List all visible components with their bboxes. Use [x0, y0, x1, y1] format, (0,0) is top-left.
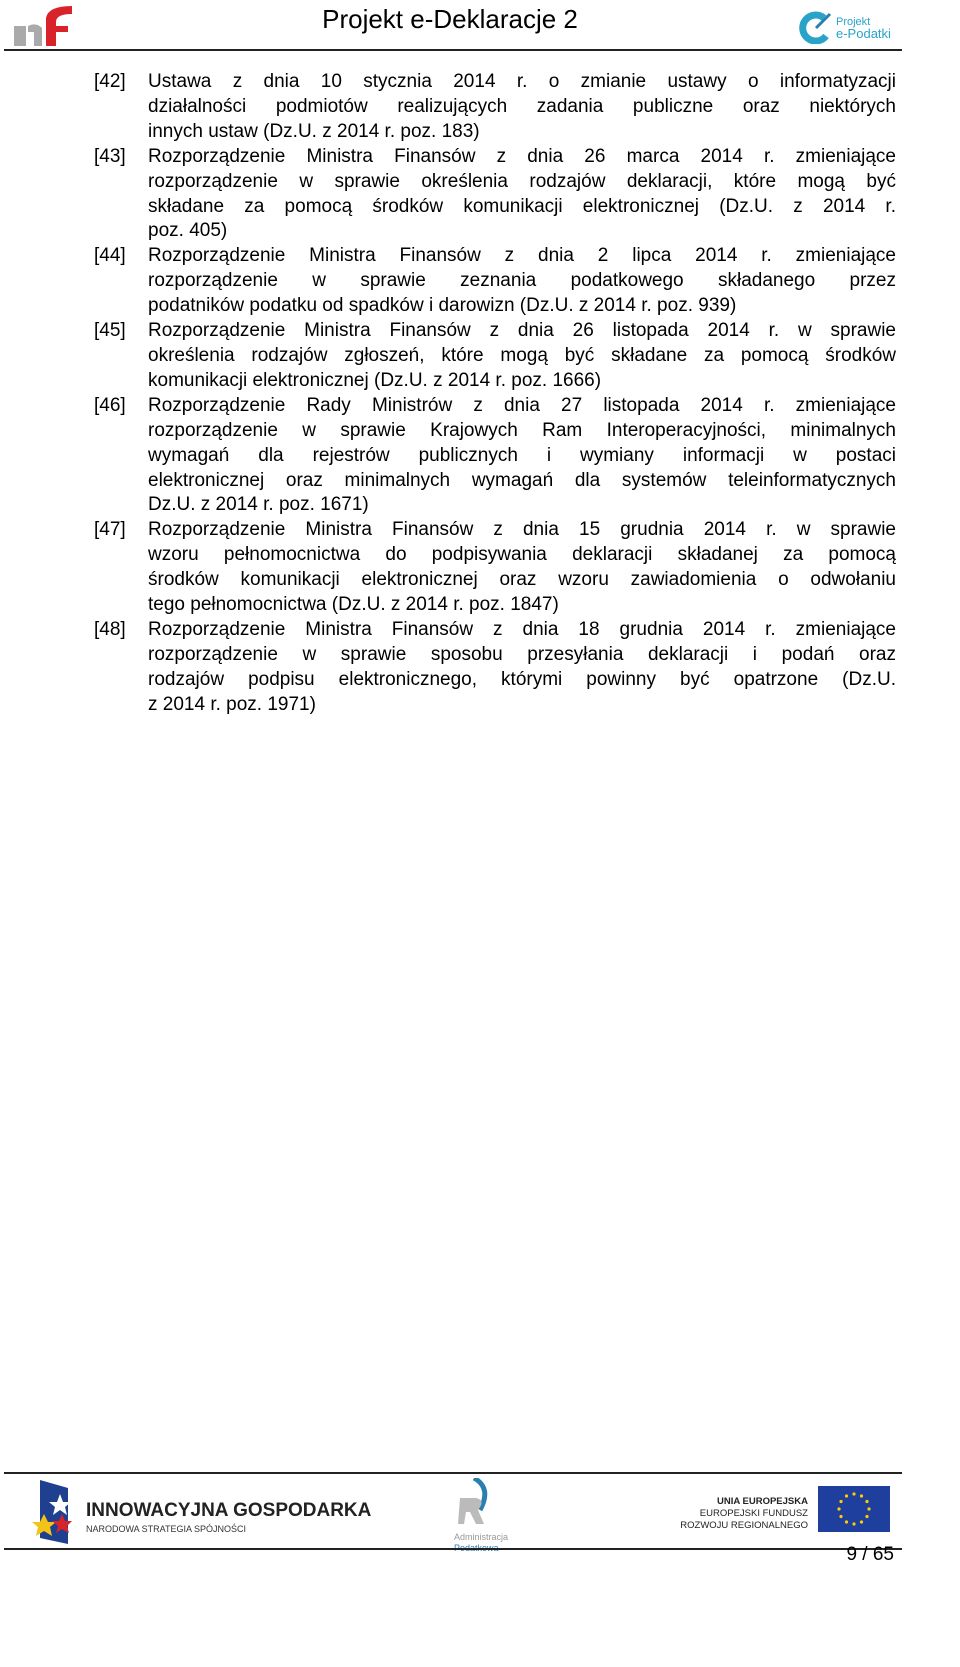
- eu-star-icon: [865, 1515, 868, 1518]
- reference-number: [48]: [94, 618, 126, 640]
- reference-text-line: składane za pomocą środków komunikacji elektronicznej (Dz.U. z 2014 r.: [148, 195, 896, 217]
- reference-text-line: rozporządzenie w sprawie Krajowych Ram Interoperacyjności, minimalnych: [148, 419, 896, 441]
- reference-number: [42]: [94, 71, 126, 92]
- reference-number: [46]: [94, 394, 126, 416]
- logo-text: Projekt: [836, 16, 871, 28]
- reference-text-line: działalności podmiotów realizujących zadania publiczne oraz niektórych: [148, 95, 896, 117]
- reference-item: [94, 518, 896, 618]
- reference-text-line: wymagań dla rejestrów publicznych i wymiany informacji w postaci: [148, 444, 896, 466]
- reference-number: [45]: [94, 320, 126, 342]
- eu-star-icon: [867, 1507, 870, 1510]
- reference-text-line: Rozporządzenie Ministra Finansów z dnia 26 marca 2014 r. zmieniające: [148, 145, 896, 167]
- eu-star-icon: [839, 1515, 842, 1518]
- header-divider: [4, 49, 902, 51]
- logo-text: NARODOWA STRATEGIA SPÓJNOŚCI: [86, 1524, 247, 1534]
- logo-text: INNOWACYJNA GOSPODARKA: [86, 1500, 372, 1521]
- reference-text-line: rozporządzenie w sprawie określenia rodzajów deklaracji, które mogą być: [148, 170, 896, 192]
- reference-text-line: podatników podatku od spadków i darowizn (Dz.U. z 2014 r. poz. 939): [148, 295, 737, 317]
- reference-text-line: Rozporządzenie Ministra Finansów z dnia 18 grudnia 2014 r. zmieniające: [148, 618, 896, 640]
- innowacyjna-gospodarka-logo: [30, 1478, 370, 1548]
- footer-divider: [4, 1472, 902, 1474]
- page-number: 9 / 65: [846, 1544, 894, 1565]
- reference-text-line: innych ustaw (Dz.U. z 2014 r. poz. 183): [148, 120, 480, 142]
- reference-item: [94, 70, 896, 145]
- reference-text-line: Rozporządzenie Ministra Finansów z dnia 26 listopada 2014 r. w sprawie: [148, 320, 896, 342]
- reference-number: [44]: [94, 245, 126, 267]
- reference-number: [43]: [94, 145, 126, 167]
- eu-flag-icon: [818, 1486, 890, 1532]
- eu-star-icon: [865, 1500, 868, 1503]
- reference-text-line: środków komunikacji elektronicznej oraz wzoru zawiadomienia o odwołaniu: [148, 569, 896, 591]
- eu-star-icon: [837, 1507, 840, 1510]
- eu-star-icon: [852, 1522, 855, 1525]
- reference-text-line: Rozporządzenie Rady Ministrów z dnia 27 listopada 2014 r. zmieniające: [148, 394, 896, 416]
- reference-text-line: elektronicznej oraz minimalnych wymagań dla systemów teleinformatycznych: [148, 469, 896, 491]
- reference-item: [94, 244, 896, 319]
- logo-text: Administracja: [454, 1532, 509, 1542]
- eu-star-icon: [852, 1492, 855, 1495]
- footer-divider: [4, 1548, 902, 1550]
- reference-text-line: rozporządzenie w sprawie zeznania podatkowego składanego przez: [148, 270, 896, 292]
- logo-text: e-Podatki: [836, 26, 891, 41]
- eu-star-icon: [845, 1494, 848, 1497]
- reference-number: [47]: [94, 519, 126, 541]
- eu-logo: [680, 1478, 890, 1548]
- eu-star-icon: [860, 1494, 863, 1497]
- eu-star-icon: [860, 1520, 863, 1523]
- reference-list: [94, 70, 896, 718]
- reference-text-line: Rozporządzenie Ministra Finansów z dnia 2 lipca 2014 r. zmieniające: [148, 245, 896, 267]
- reference-item: [94, 618, 896, 718]
- reference-item: [94, 145, 896, 245]
- e-podatki-logo: [798, 10, 898, 44]
- logo-text: UNIA EUROPEJSKA: [717, 1496, 808, 1507]
- reference-text-line: Rozporządzenie Ministra Finansów z dnia 15 grudnia 2014 r. w sprawie: [148, 519, 896, 541]
- reference-text-line: tego pełnomocnictwa (Dz.U. z 2014 r. poz. 1847): [148, 594, 559, 616]
- reference-text-line: wzoru pełnomocnictwa do podpisywania deklaracji składanej za pomocą: [148, 544, 896, 566]
- reference-item: [94, 394, 896, 519]
- reference-text-line: rozporządzenie w sprawie sposobu przesyłania deklaracji i podań oraz: [148, 643, 896, 665]
- page-title: Projekt e-Deklaracje 2: [322, 4, 578, 34]
- reference-text-line: rodzajów podpisu elektronicznego, którymi powinny być opatrzone (Dz.U.: [148, 668, 896, 690]
- reference-item: [94, 319, 896, 394]
- eu-star-icon: [845, 1520, 848, 1523]
- logo-text: ROZWOJU REGIONALNEGO: [680, 1520, 808, 1531]
- administracja-podatkowa-logo: [448, 1478, 548, 1548]
- reference-text-line: Ustawa z dnia 10 stycznia 2014 r. o zmianie ustawy o informatyzacji: [148, 71, 896, 92]
- reference-text-line: poz. 405): [148, 220, 228, 242]
- eu-star-icon: [839, 1500, 842, 1503]
- reference-text-line: określenia rodzajów zgłoszeń, które mogą być składane za pomocą środków: [148, 344, 896, 366]
- reference-text-line: komunikacji elektronicznej (Dz.U. z 2014 r. poz. 1666): [148, 369, 602, 391]
- reference-text-line: Dz.U. z 2014 r. poz. 1671): [148, 494, 369, 516]
- logo-text: EUROPEJSKI FUNDUSZ: [699, 1508, 808, 1519]
- reference-text-line: z 2014 r. poz. 1971): [148, 693, 316, 715]
